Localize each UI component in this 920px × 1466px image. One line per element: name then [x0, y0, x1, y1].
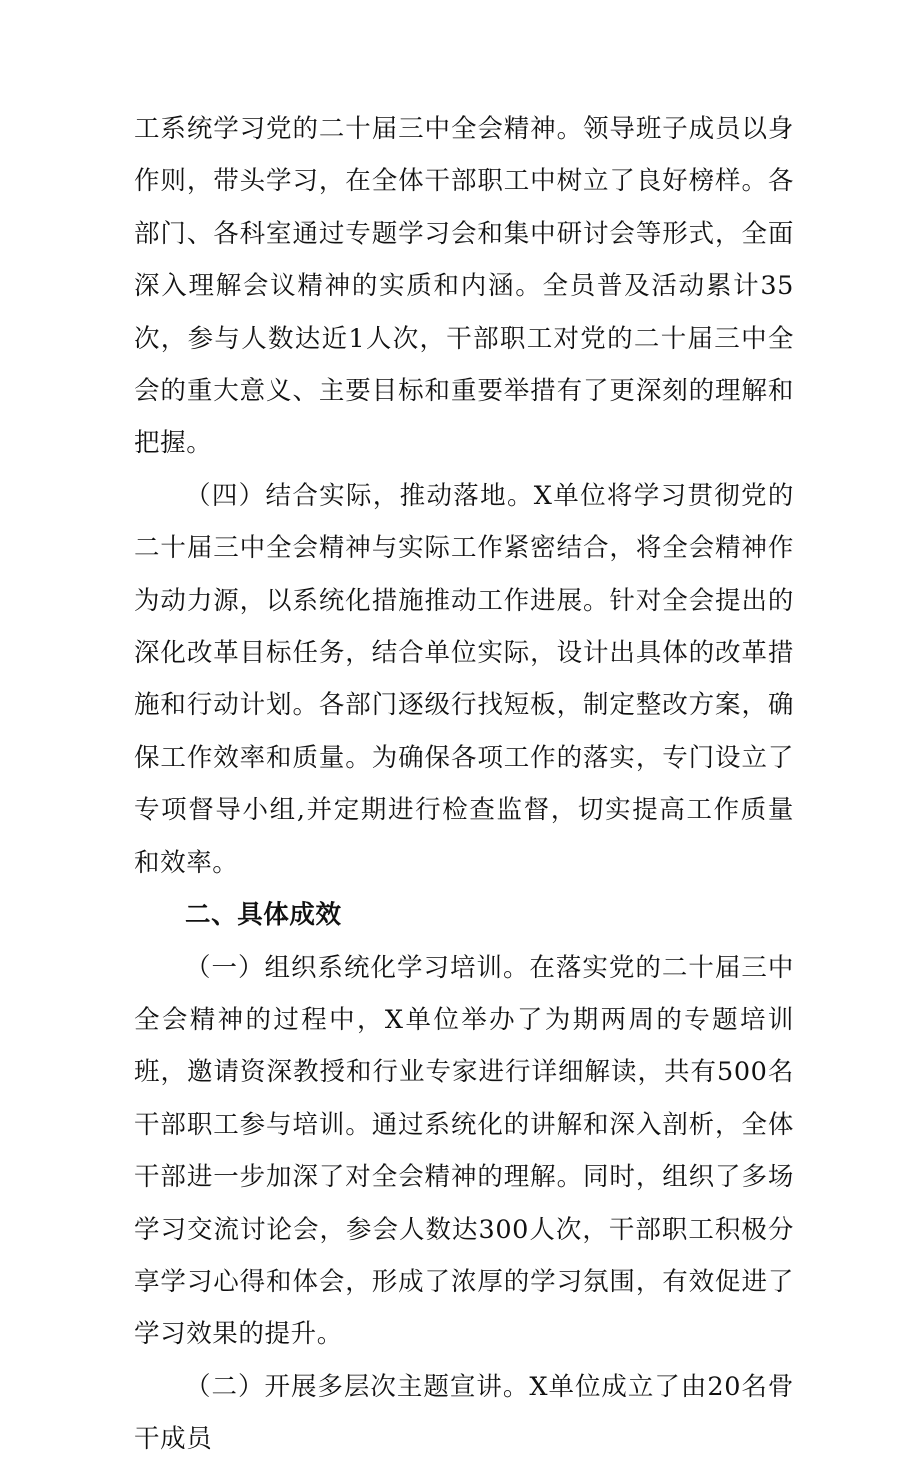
paragraph-two-theme-lectures: （二）开展多层次主题宣讲。X单位成立了由20名骨干成员	[134, 1371, 794, 1455]
paragraph-four-integrate-practice: （四）结合实际，推动落地。X单位将学习贯彻党的二十届三中全会精神与实际工作紧密结合，将全会精神作为动力源，以系统化措施推动工作进展。针对全会提出的深化改革目标任务，结合单位实际，设计出具体的改革措施和行动计划。各部门逐级行找短板，制定整改方案，确保工作效率和质量。为确保各项工作的落实，专门设立了专项督导小组,并定期进行检查监督，切实提高工作质量和效率。	[134, 480, 794, 878]
paragraph-one-systematic-training: （一）组织系统化学习培训。在落实党的二十届三中全会精神的过程中，X单位举办了为期两周的专题培训班，邀请资深教授和行业专家进行详细解读，共有500名干部职工参与培训。通过系统化的讲解和深入剖析，全体干部进一步加深了对全会精神的理解。同时，组织了多场学习交流讨论会，参会人数达300人次，干部职工积极分享学习心得和体会，形成了浓厚的学习氛围，有效促进了学习效果的提升。	[134, 952, 794, 1350]
paragraph-continuation: 工系统学习党的二十届三中全会精神。领导班子成员以身作则，带头学习，在全体干部职工中树立了良好榜样。各部门、各科室通过专题学习会和集中研讨会等形式，全面深入理解会议精神的实质和内涵。全员普及活动累计35次，参与人数达近1人次，干部职工对党的二十届三中全会的重大意义、主要目标和重要举措有了更深刻的理解和把握。	[134, 114, 794, 459]
document-body	[134, 103, 794, 1466]
section-heading-specific-results: 二、具体成效	[185, 900, 342, 931]
